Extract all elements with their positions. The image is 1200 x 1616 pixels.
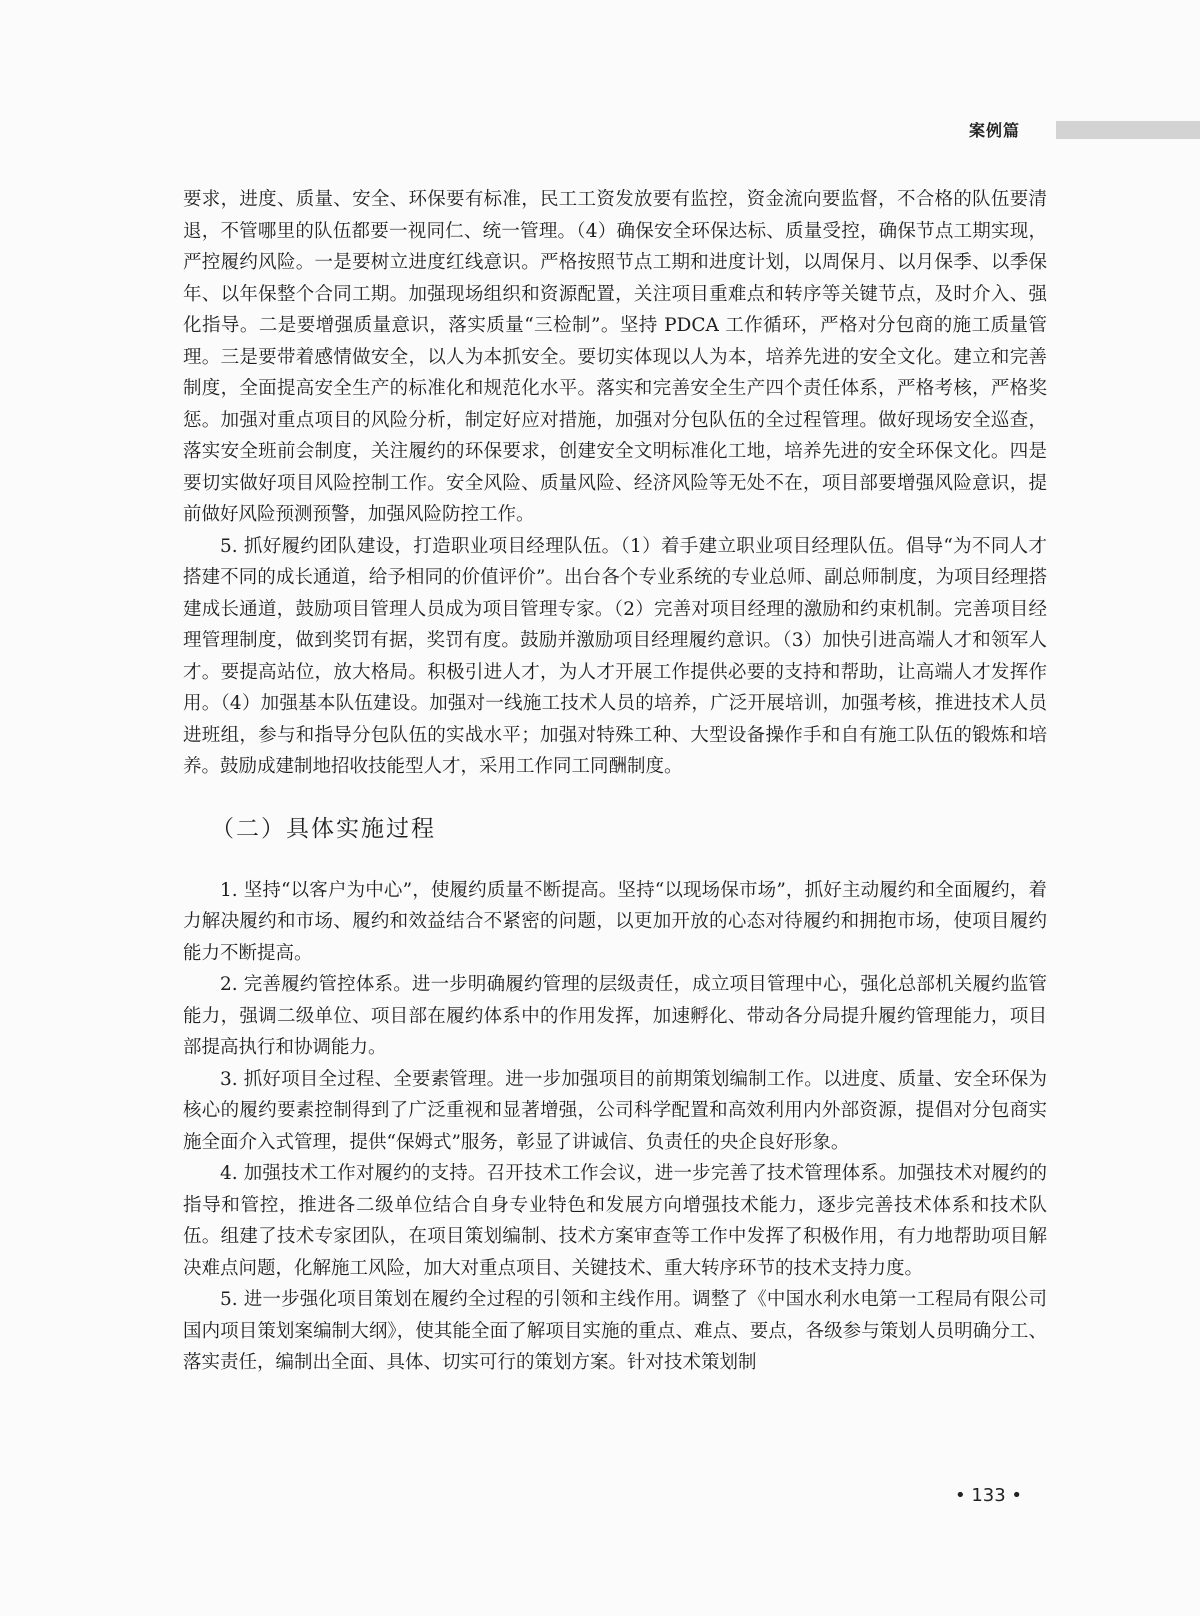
page-number: • 133 • bbox=[955, 1485, 1023, 1506]
paragraph: 2. 完善履约管控体系。进一步明确履约管理的层级责任，成立项目管理中心，强化总部机关履约监管能力，强调二级单位、项目部在履约体系中的作用发挥，加速孵化、带动各分局提升履约管理能力，项目部提高执行和协调能力。 bbox=[183, 974, 1047, 1058]
paragraph: 3. 抓好项目全过程、全要素管理。进一步加强项目的前期策划编制工作。以进度、质量、安全环保为核心的履约要素控制得到了广泛重视和显著增强，公司科学配置和高效利用内外部资源，提倡对分包商实施全面介入式管理，提供“保姆式”服务，彰显了讲诚信、负责任的央企良好形象。 bbox=[183, 1068, 1047, 1153]
paragraph: 1. 坚持“以客户为中心”，使履约质量不断提高。坚持“以现场保市场”，抓好主动履约和全面履约，着力解决履约和市场、履约和效益结合不紧密的问题，以更加开放的心态对待履约和拥抱市场，使项目履约能力不断提高。 bbox=[183, 879, 1047, 964]
paragraph: 要求，进度、质量、安全、环保要有标准，民工工资发放要有监控，资金流向要监督，不合格的队伍要清退，不管哪里的队伍都要一视同仁、统一管理。（4）确保安全环保达标、质量受控，确保节点工期实现，严控履约风险。一是要树立进度红线意识。严格按照节点工期和进度计划，以周保月、以月保季、以季保年、以年保整个合同工期。加强现场组织和资源配置，关注项目重难点和转序等关键节点，及时介入、强化指导。二是要增强质量意识，落实质量“三检制”。坚持 PDCA 工作循环，严格对分包商的施工质量管理。三是要带着感情做安全，以人为本抓安全。要切实体现以人为本，培养先进的安全文化。建立和完善制度，全面提高安全生产的标准化和规范化水平。落实和完善安全生产四个责任体系，严格考核，严格奖惩。加强对重点项目的风险分析，制定好应对措施，加强对分包队伍的全过程管理。做好现场安全巡查，落实安全班前会制度，关注履约的环保要求，创建安全文明标准化工地，培养先进的安全环保文化。四是要切实做好项目风险控制工作。安全风险、质量风险、经济风险等无处不在，项目部要增强风险意识，提前做好风险预测预警，加强风险防控工作。 bbox=[183, 189, 1047, 525]
paragraph: 5. 抓好履约团队建设，打造职业项目经理队伍。（1）着手建立职业项目经理队伍。倡导“为不同人才搭建不同的成长通道，给予相同的价值评价”。出台各个专业系统的专业总师、副总师制度，为项目经理搭建成长通道，鼓励项目管理人员成为项目管理专家。（2）完善对项目经理的激励和约束机制。完善项目经理管理制度，做到奖罚有据，奖罚有度。鼓励并激励项目经理履约意识。（3）加快引进高端人才和领军人才。要提高站位，放大格局。积极引进人才，为人才开展工作提供必要的支持和帮助，让高端人才发挥作用。（4）加强基本队伍建设。加强对一线施工技术人员的培养，广泛开展培训，加强考核，推进技术人员进班组，参与和指导分包队伍的实战水平；加强对特殊工种、大型设备操作手和自有施工队伍的锻炼和培养。鼓励成建制地招收技能型人才，采用工作同工同酬制度。 bbox=[183, 535, 1047, 777]
section-label: 案例篇 bbox=[969, 121, 1021, 140]
page-body bbox=[183, 184, 1047, 1379]
header-bar bbox=[1056, 121, 1200, 139]
paragraph: 5. 进一步强化项目策划在履约全过程的引领和主线作用。调整了《中国水利水电第一工程局有限公司国内项目策划案编制大纲》，使其能全面了解项目实施的重点、难点、要点，各级参与策划人员明确分工、落实责任，编制出全面、具体、切实可行的策划方案。针对技术策划制 bbox=[183, 1289, 1047, 1373]
paragraph: 4. 加强技术工作对履约的支持。召开技术工作会议，进一步完善了技术管理体系。加强技术对履约的指导和管控，推进各二级单位结合自身专业特色和发展方向增强技术能力，逐步完善技术体系和技术队伍。组建了技术专家团队，在项目策划编制、技术方案审查等工作中发挥了积极作用，有力地帮助项目解决难点问题，化解施工风险，加大对重点项目、关键技术、重大转序环节的技术支持力度。 bbox=[183, 1163, 1047, 1279]
section-heading: （二）具体实施过程 bbox=[211, 815, 436, 842]
